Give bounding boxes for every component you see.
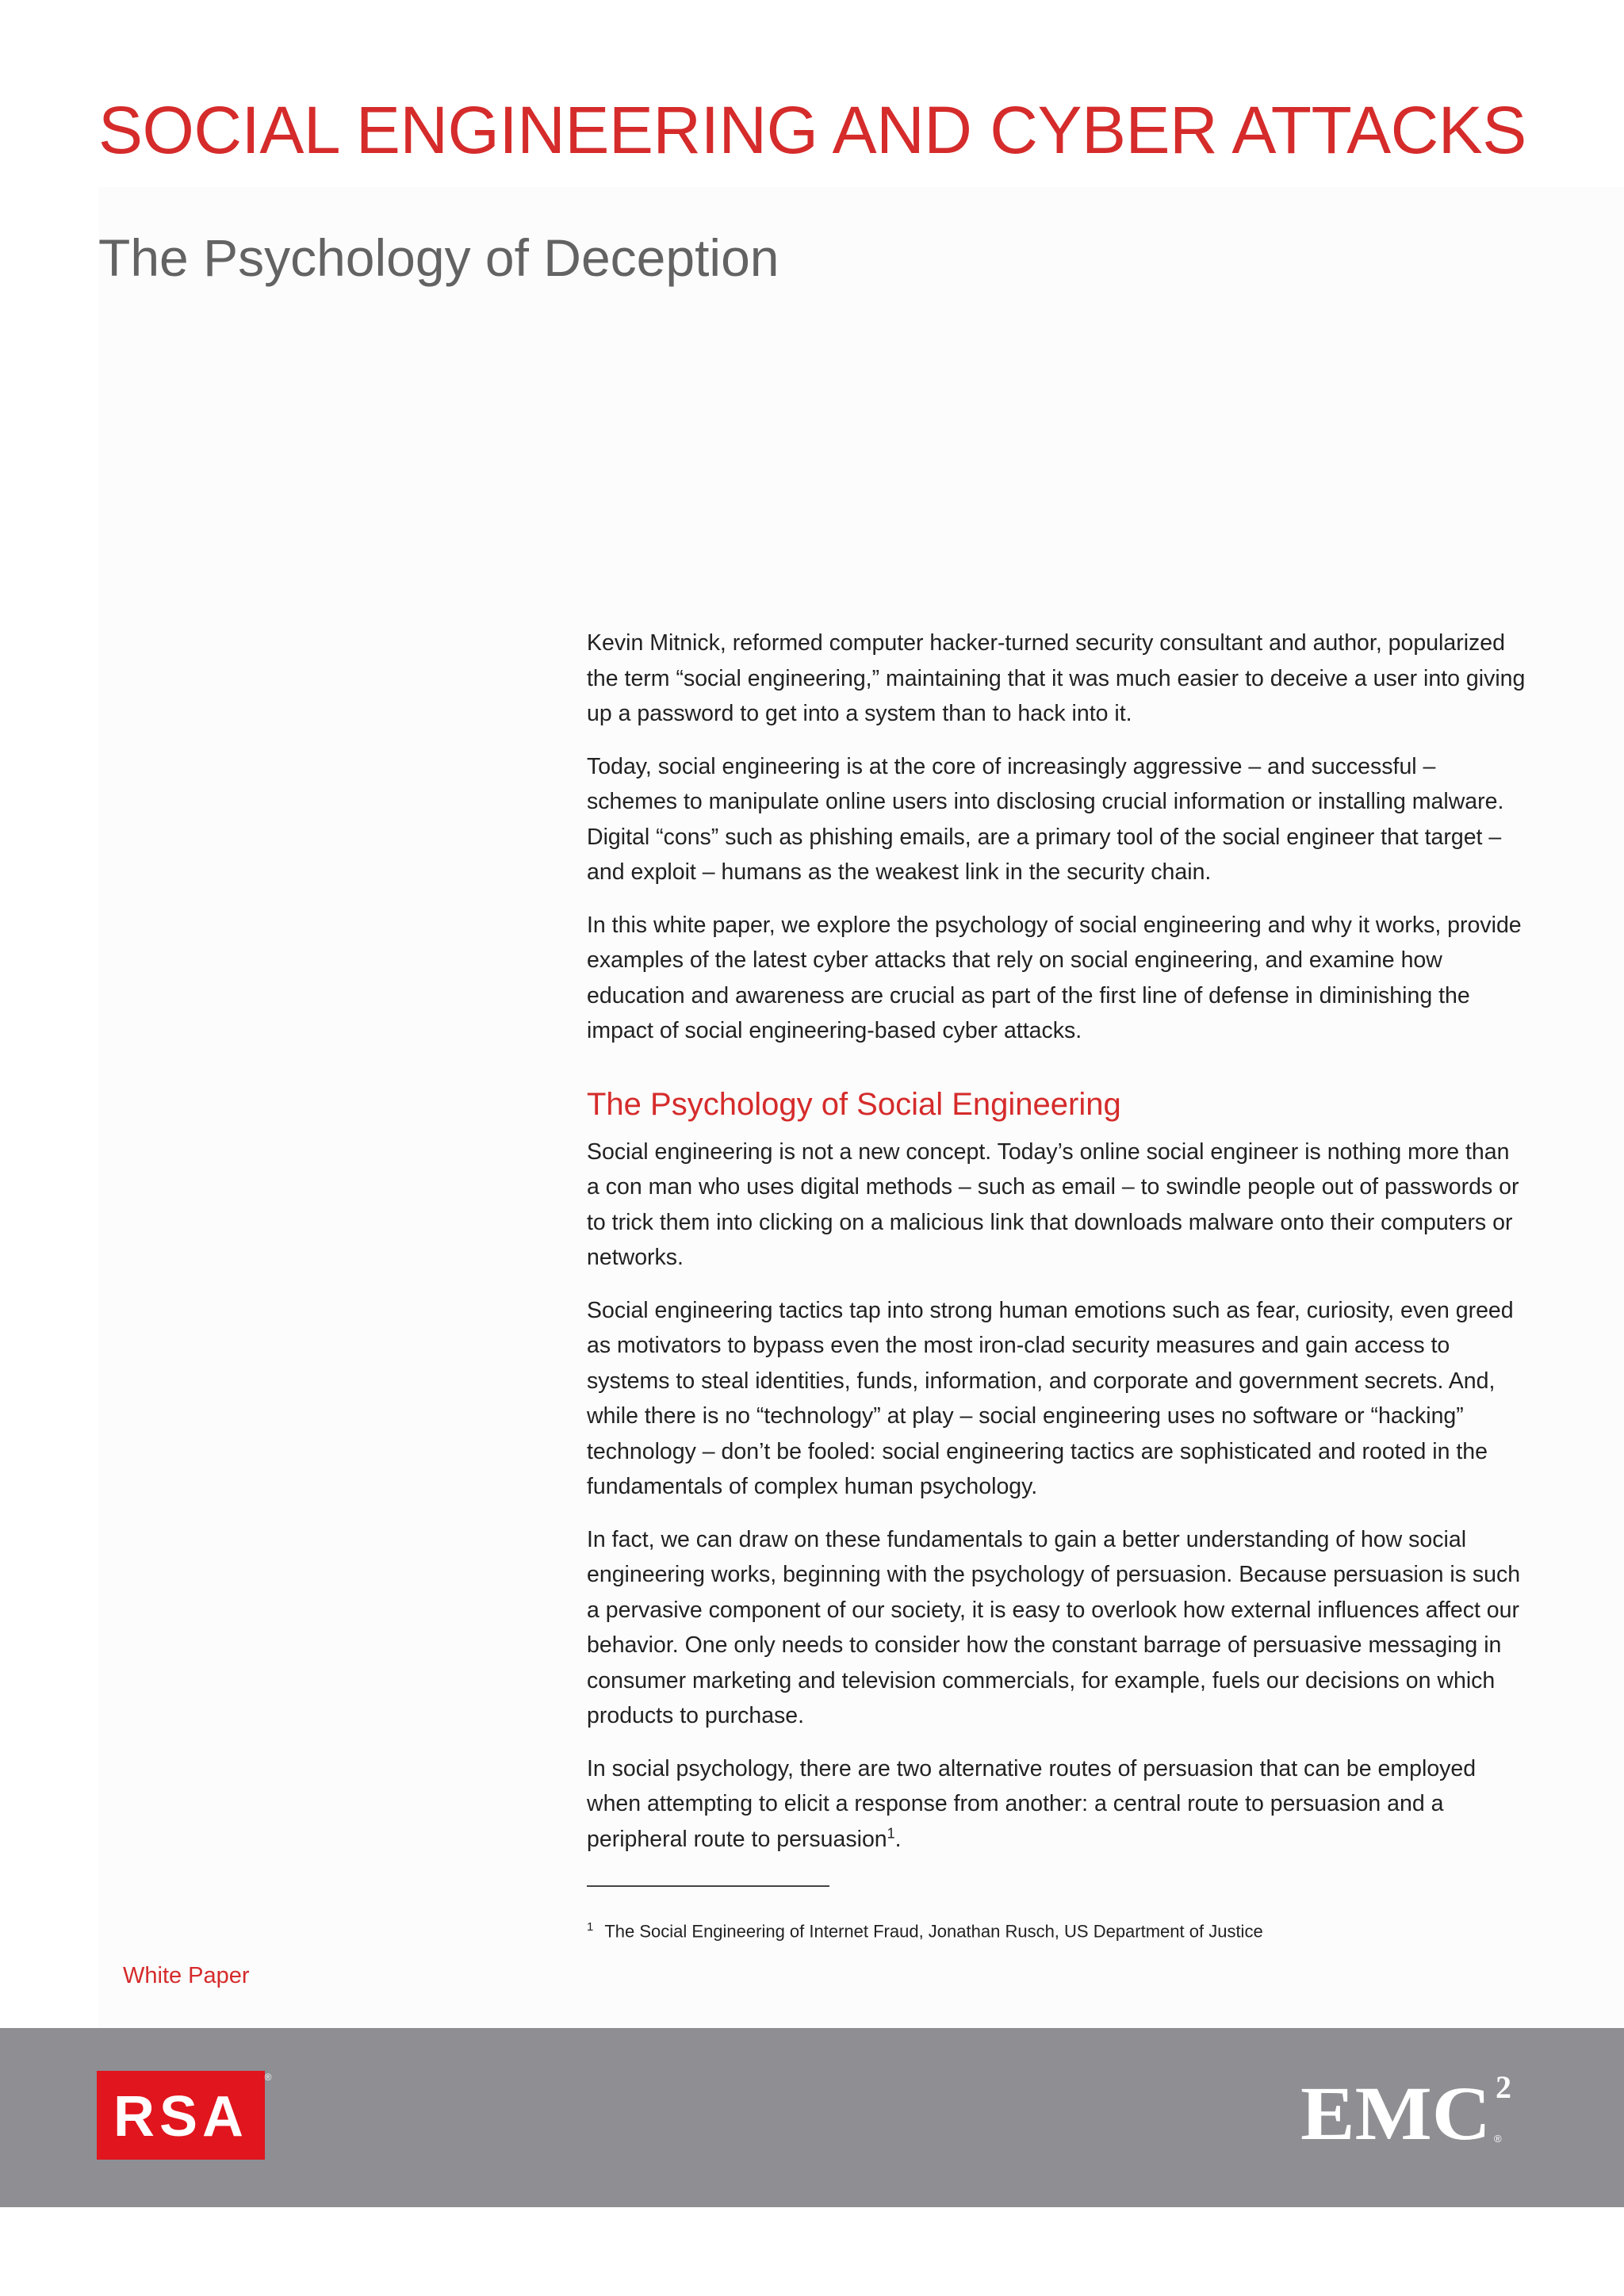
emc-logo-text: EMC: [1300, 2071, 1491, 2153]
section-paragraph-3: In fact, we can draw on these fundamentals to gain a better understanding of how social engineering works, beginning with the psychology of persuasion. Because persuasion is such a pervasive component of our society, it is easy to overlook how external influences affect our behavior. One only needs to consider how the constant barrage of persuasive messaging in consumer marketing and television commercials, for example, fuels our decisions on which products to purchase.: [587, 1526, 1521, 1728]
section-paragraph-1: Social engineering is not a new concept. Today’s online social engineer is nothing more than a con man who uses digital methods – such as email – to swindle people out of passwords or to trick them into clicking on a malicious link that downloads malware onto their computers or networks.: [587, 1138, 1519, 1270]
intro-paragraph-1: Kevin Mitnick, reformed computer hacker-turned security consultant and author, popularized the term “social engineering,” maintaining that it was much easier to deceive a user into giving up a password to get into a system than to hack into it.: [587, 630, 1526, 726]
section-paragraph-2: Social engineering tactics tap into strong human emotions such as fear, curiosity, even greed as motivators to bypass even the most iron-clad security measures and gain access to systems to steal identities, funds, information, and corporate and government secrets. And, while there is no “technology” at play – social engineering uses no software or “hacking” technology – don’t be fooled: social engineering tactics are sophisticated and rooted in the fundamentals of complex human psychology.: [587, 1297, 1514, 1499]
footer-band: [0, 2028, 1624, 2207]
footnote-reference[interactable]: 1: [887, 1825, 895, 1841]
section-heading: The Psychology of Social Engineering: [587, 1086, 1121, 1122]
document-subtitle: The Psychology of Deception: [98, 228, 779, 287]
section-paragraph-4-end: .: [894, 1826, 902, 1852]
rsa-logo: [97, 2071, 274, 2160]
rsa-logo-text: RSA: [113, 2085, 249, 2149]
footnote: [587, 1915, 1526, 1943]
section-paragraph-4-text: In social psychology, there are two alternative routes of persuasion that can be employed when attempting to elicit a response from another: a central route to persuasion and a peripheral route to persuasion: [587, 1755, 1477, 1852]
section-paragraph-4: [587, 1751, 1526, 1858]
emc-registered-mark: ®: [1494, 2133, 1502, 2145]
body-column: [587, 626, 1526, 1943]
intro-paragraph-3: In this white paper, we explore the psychology of social engineering and why it works, provide examples of the latest cyber attacks that rely on social engineering, and examine how education and awareness are crucial as part of the first line of defense in diminishing the impact of social engineering-based cyber attacks.: [587, 912, 1522, 1043]
rsa-registered-mark: ®: [264, 2072, 272, 2083]
footnote-text: The Social Engineering of Internet Fraud, Jonathan Rusch, US Department of Justice: [604, 1921, 1263, 1942]
emc-superscript: 2: [1496, 2069, 1511, 2105]
document-type-label: White Paper: [123, 1963, 250, 1988]
footnote-number: 1: [587, 1920, 594, 1934]
intro-paragraph-2: Today, social engineering is at the core of increasingly aggressive – and successful – schemes to manipulate online users into disclosing crucial information or installing malware. Digital “cons” such as phishing emails, are a primary tool of the social engineer that target – and exploit – humans as the weakest link in the security chain.: [587, 753, 1504, 885]
footnote-divider: [587, 1885, 829, 1887]
emc-logo: [1300, 2066, 1522, 2153]
document-title: SOCIAL ENGINEERING AND CYBER ATTACKS: [98, 93, 1526, 167]
